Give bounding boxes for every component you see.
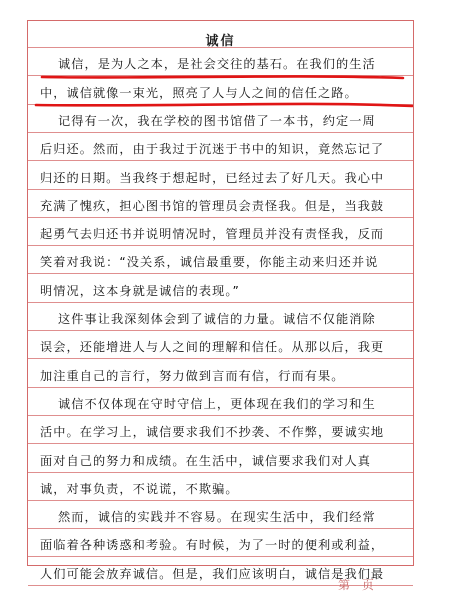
ruled-line bbox=[28, 132, 413, 133]
essay-line: 充满了愧疚，担心图书馆的管理员会责怪我。但是，当我鼓 bbox=[40, 198, 385, 213]
essay-line: 起勇气去归还书并说明情况时，管理员并没有责怪我，反而 bbox=[40, 227, 385, 242]
essay-line: 人们可能会放弃诚信。但是，我们应该明白，诚信是我们最 bbox=[40, 566, 385, 581]
ruled-line bbox=[28, 528, 413, 529]
ruled-line bbox=[28, 160, 413, 161]
essay-line: 然而，诚信的实践并不容易。在现实生活中，我们经常 bbox=[58, 510, 376, 525]
ruled-line bbox=[28, 443, 413, 444]
essay-title: 诚信 bbox=[205, 34, 236, 49]
ruled-line bbox=[28, 358, 413, 359]
ruled-line bbox=[28, 273, 413, 274]
essay-line: 中，诚信就像一束光，照亮了人与人之间的信任之路。 bbox=[40, 85, 358, 100]
ruled-line bbox=[28, 217, 413, 218]
essay-line: 诚信不仅体现在守时守信上，更体现在我们的学习和生 bbox=[58, 396, 376, 411]
essay-line: 误会，还能增进人与人之间的理解和信任。从那以后，我更 bbox=[40, 340, 385, 355]
essay-line: 诚，对事负责，不说谎，不欺骗。 bbox=[40, 481, 239, 496]
essay-line: 这件事让我深刻体会到了诚信的力量。诚信不仅能消除 bbox=[58, 312, 376, 326]
essay-line: 活中。在学习上，诚信要求我们不抄袭、不作弊，要诚实地 bbox=[40, 425, 385, 440]
ruled-line bbox=[28, 500, 413, 501]
essay-line: 后归还。然而，由于我过于沉迷于书中的知识，竟然忘记了 bbox=[40, 142, 385, 157]
ruled-line bbox=[28, 189, 413, 190]
ruled-line bbox=[28, 556, 413, 557]
essay-line: 记得有一次，我在学校的图书馆借了一本书，约定一周 bbox=[58, 113, 376, 128]
essay-line: 归还的日期。当我终于想起时，已经过去了好几天。我心中 bbox=[40, 170, 385, 185]
ruled-line bbox=[28, 75, 413, 76]
ruled-line bbox=[28, 302, 413, 303]
page-number-label: 第 页 bbox=[338, 578, 378, 592]
essay-line: 诚信，是为人之本，是社会交往的基石。在我们的生活 bbox=[58, 57, 376, 72]
ruled-line bbox=[28, 330, 413, 331]
essay-line: 明情况，这本身就是诚信的表现。” bbox=[40, 283, 240, 298]
essay-line: 笑着对我说：“没关系，诚信最重要，你能主动来归还并说 bbox=[40, 255, 379, 270]
red-underline-stroke bbox=[42, 76, 403, 78]
ruled-line bbox=[28, 472, 413, 473]
writing-frame bbox=[27, 20, 414, 581]
essay-line: 面临着各种诱惑和考验。有时候，为了一时的便利或利益， bbox=[40, 538, 385, 553]
ruled-line bbox=[28, 245, 413, 246]
essay-line: 面对自己的努力和成绩。在生活中，诚信要求我们对人真 bbox=[40, 453, 371, 468]
ruled-line bbox=[28, 387, 413, 388]
ruled-line bbox=[28, 104, 413, 105]
ruled-line bbox=[28, 47, 413, 48]
ruled-line bbox=[28, 415, 413, 416]
essay-line: 加注重自己的言行，努力做到言而有信，行而有果。 bbox=[40, 368, 345, 383]
